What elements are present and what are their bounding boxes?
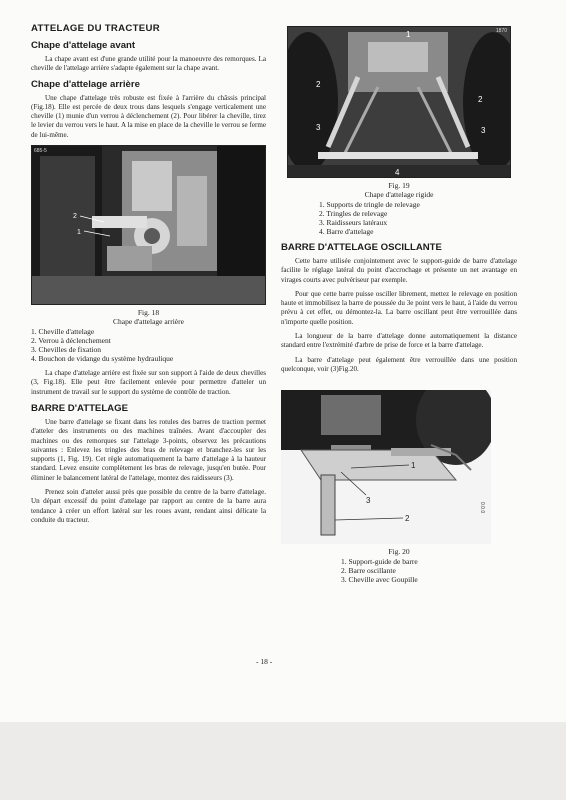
- page-number: - 18 -: [256, 657, 273, 666]
- para-drawbar-1: Une barre d'attelage se fixant dans les rotules des barres de traction permet d'atteler des instruments ou des machines traînées. Avant d'accoupler des machines ou des remorques sur l'attelage 3-points, observez les précautions suivantes : Enlevez les tringles des bras de relevage et branchez-les sur les supports (1, Fig. 19). Cet règle automatiquement la barre d'attelage à la hauteur standard. Levez ensuite complètement les bras de relevage, jusqu'en butée. Pour éliminer le balancement latéral de l'attelage, montez des raidisseurs (3).: [31, 417, 266, 482]
- legend-item: 4. Barre d'attelage: [319, 227, 374, 236]
- figure-19-photo: [287, 26, 511, 178]
- fig20-callout-3: 3: [366, 496, 371, 506]
- legend-item: 1. Cheville d'attelage: [31, 327, 95, 337]
- fig19-caption-number: Fig. 19: [388, 181, 410, 190]
- para-swinging-4: La barre d'attelage peut également être verrouillée dans une position quelconque, voir (3)Fig.20.: [281, 355, 517, 373]
- fig19-callout-3-left: 3: [316, 123, 321, 132]
- legend-item: 1. Supports de tringle de relevage: [319, 200, 420, 209]
- fig19-callout-4: 4: [395, 168, 400, 177]
- para-front-hitch: La chape avant est d'une grande utilité pour la manoeuvre des remorques. La cheville de l'attelage arrière s'adapte également sur la chape avant.: [31, 55, 266, 73]
- legend-item: 4. Bouchon de vidange du système hydraulique: [31, 354, 174, 364]
- fig19-caption-title: Chape d'attelage rigide: [364, 190, 434, 199]
- heading-drawbar: BARRE D'ATTELAGE: [31, 402, 128, 414]
- fig19-legend: [319, 200, 517, 236]
- fig18-legend: [31, 327, 266, 363]
- fig19-callout-2-left: 2: [316, 80, 321, 89]
- fig19-callout-1: 1: [406, 30, 411, 39]
- left-column: [31, 23, 266, 530]
- legend-item: 2. Barre oscillante: [341, 566, 396, 576]
- legend-item: 1. Support-guide de barre: [341, 557, 418, 567]
- figure-20-photo: [281, 390, 491, 544]
- para-swinging-2: Pour que cette barre puisse osciller librement, mettez le relevage en position haute et immobilisez la barre de poussée du 3e point vers le haut, à l'aide du verrou prévu à cet effet, ou démontez-la. La barre oscillant peut être verrouillée dans n'importe quelle position.: [281, 289, 517, 326]
- heading-front-hitch: Chape d'attelage avant: [31, 40, 136, 51]
- page-title: ATTELAGE DU TRACTEUR: [31, 23, 160, 34]
- fig20-code: 0.0.0: [479, 502, 485, 514]
- legend-item: 3. Cheville avec Goupille: [341, 575, 418, 585]
- fig18-callout-2: 2: [73, 213, 77, 221]
- fig20-caption-number: Fig. 20: [388, 547, 410, 557]
- heading-rear-hitch: Chape d'attelage arrière: [31, 78, 140, 90]
- legend-item: 3. Chevilles de fixation: [31, 345, 101, 355]
- fig18-caption-title: Chape d'attelage arrière: [113, 317, 184, 327]
- fig20-callout-2: 2: [405, 514, 410, 524]
- para-rear-hitch: Une chape d'attelage très robuste est fixée à l'arrière du châssis principal (Fig.18). Elle est percée de deux trous dans lesquels s'engage verticalement une cheville (1) munie d'un verrou à déclenchement (2). Pour libérer la cheville, tirez le levier du verrou vers le haut. A la mise en place de la cheville le verrou se ferme de lui-même.: [31, 93, 266, 139]
- fig19-callout-3-right: 3: [481, 126, 486, 135]
- para-swinging-1: Cette barre utilisée conjointement avec le support-guide de barre d'attelage facilite le réglage latéral du point d'accrochage et présente un net avantage en virages courts avec pulvériseur par exemple.: [281, 257, 517, 284]
- fig18-caption-number: Fig. 18: [137, 308, 160, 318]
- fig18-code: 685-5: [34, 148, 47, 155]
- legend-item: 2. Tringles de relevage: [319, 209, 388, 218]
- para-drawbar-2: Prenez soin d'atteler aussi près que possible du centre de la barre d'attelage. Un départ excessif du point d'attelage par rapport au centre de la barre aura tendance à créer un effort latéral sur les roues avant, rendant ainsi délicate la conduite du tracteur.: [31, 488, 266, 524]
- legend-item: 3. Raidisseurs latéraux: [319, 218, 388, 227]
- fig19-code: 1870: [495, 28, 507, 34]
- para-rear-hitch-removal: La chape d'attelage arrière est fixée sur son support à l'aide de deux chevilles (3, Fig.18). Elle peut être facilement enlevée pour permettre d'atteler un instrument de travail sur le support du système de contrôle de traction.: [31, 369, 266, 396]
- heading-swinging-drawbar: BARRE D'ATTELAGE OSCILLANTE: [281, 242, 442, 253]
- fig20-callout-1: 1: [411, 461, 416, 471]
- legend-item: 2. Verrou à déclenchement: [31, 336, 111, 346]
- para-swinging-3: La longueur de la barre d'attelage donne automatiquement la distance standard entre l'extrémité d'arbre de prise de force et la barre d'attelage.: [281, 332, 517, 350]
- scan-background: [0, 722, 566, 800]
- fig19-callout-2-right: 2: [478, 95, 483, 104]
- fig20-legend: [341, 557, 517, 584]
- figure-18-photo: [31, 145, 266, 305]
- right-column: [281, 26, 517, 590]
- fig18-callout-1: 1: [77, 229, 81, 237]
